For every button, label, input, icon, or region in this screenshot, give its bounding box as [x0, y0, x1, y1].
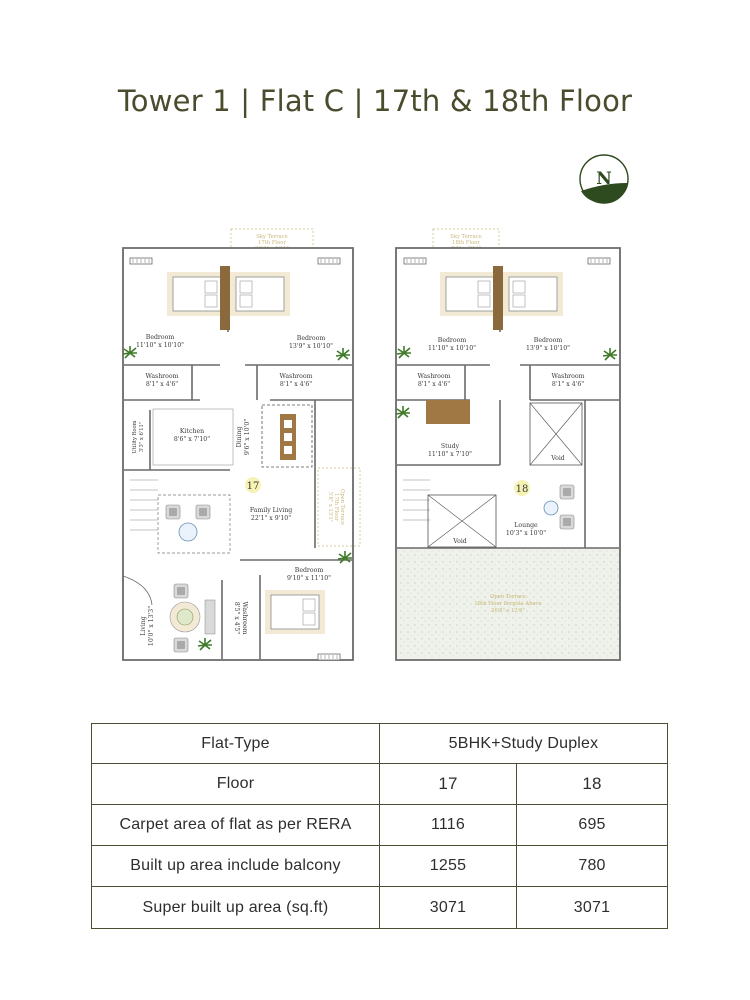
svg-text:8'1" x 4'6": 8'1" x 4'6"	[145, 381, 179, 388]
row-label: Built up area include balcony	[92, 846, 380, 887]
svg-text:17: 17	[246, 481, 260, 492]
svg-text:Bedroom: Bedroom	[437, 337, 467, 344]
floor-18-badge	[514, 480, 530, 496]
svg-text:8'1" x 4'6": 8'1" x 4'6"	[551, 381, 585, 388]
flat-type-value: 5BHK+Study Duplex	[380, 724, 668, 764]
svg-text:Dining: Dining	[236, 426, 243, 448]
floor-18-value: 18	[517, 764, 668, 805]
svg-text:10'0" x 13'3": 10'0" x 13'3"	[148, 605, 155, 647]
floor-18-value: 695	[517, 805, 668, 846]
svg-text:18: 18	[515, 484, 529, 495]
svg-text:17th Floor: 17th Floor	[333, 493, 339, 521]
svg-text:22'1" x 9'10": 22'1" x 9'10"	[250, 515, 292, 522]
floor-18-plan	[396, 229, 620, 660]
floor-17-plan	[123, 229, 360, 660]
svg-text:Study: Study	[440, 443, 460, 450]
svg-text:11'10" x 10'10": 11'10" x 10'10"	[135, 342, 185, 349]
flat-type-label: Flat-Type	[92, 724, 380, 764]
washroom-2-18-label	[552, 373, 585, 388]
svg-text:8'1" x 4'6": 8'1" x 4'6"	[279, 381, 313, 388]
svg-text:Sky Terrace: Sky Terrace	[256, 234, 288, 240]
svg-text:26'8" x 12'6": 26'8" x 12'6"	[491, 608, 525, 614]
table-row	[92, 846, 668, 887]
utility-room-17-label	[132, 420, 145, 453]
svg-text:11'10" x 7'10": 11'10" x 7'10"	[427, 451, 473, 458]
svg-text:Kitchen: Kitchen	[179, 428, 205, 435]
svg-text:8'6" x 7'10": 8'6" x 7'10"	[173, 436, 211, 443]
svg-text:18th Floor: 18th Floor	[452, 240, 480, 246]
washroom-3-17-label	[233, 602, 248, 635]
svg-text:13'9" x 10'10": 13'9" x 10'10"	[525, 345, 571, 352]
svg-text:8'5" x 4'5": 8'5" x 4'5"	[233, 601, 240, 635]
svg-text:9'6" x 10'0": 9'6" x 10'0"	[244, 418, 251, 456]
floor-17-value: 3071	[380, 887, 517, 929]
family-living-17-label	[250, 507, 292, 522]
svg-text:Washroom: Washroom	[279, 373, 313, 380]
svg-text:18th Floor Pergola Above: 18th Floor Pergola Above	[474, 601, 542, 607]
table-row	[92, 764, 668, 805]
svg-text:Bedroom: Bedroom	[296, 335, 326, 342]
svg-text:3'3" x 6'11": 3'3" x 6'11"	[139, 421, 145, 453]
open-terrace-17-label	[327, 489, 345, 525]
svg-text:Open Terrace: Open Terrace	[339, 489, 345, 525]
washroom-2-17-label	[280, 373, 313, 388]
svg-text:10'3" x 10'0": 10'3" x 10'0"	[505, 530, 547, 537]
void-top-18-label: Void	[551, 455, 565, 462]
svg-text:Washroom: Washroom	[417, 373, 451, 380]
row-label: Carpet area of flat as per RERA	[92, 805, 380, 846]
svg-text:13'9" x 10'10": 13'9" x 10'10"	[288, 343, 334, 350]
page-title: Tower 1 | Flat C | 17th & 18th Floor	[117, 84, 633, 118]
svg-text:Utility Room: Utility Room	[132, 420, 138, 454]
washroom-1-17-label	[146, 373, 179, 388]
svg-text:8'1" x 4'6": 8'1" x 4'6"	[417, 381, 451, 388]
svg-text:Open Terrace: Open Terrace	[490, 594, 526, 600]
floor-17-value: 17	[380, 764, 517, 805]
row-label: Super built up area (sq.ft)	[92, 887, 380, 929]
compass-letter: N	[596, 169, 612, 189]
table-row	[92, 805, 668, 846]
floor-17-value: 1116	[380, 805, 517, 846]
svg-text:Bedroom: Bedroom	[294, 567, 324, 574]
floor-17-badge	[245, 477, 261, 493]
svg-text:Bedroom: Bedroom	[145, 334, 175, 341]
svg-text:17th Floor: 17th Floor	[258, 240, 286, 246]
svg-text:Washroom: Washroom	[551, 373, 585, 380]
svg-text:9'10" x 11'10": 9'10" x 11'10"	[286, 575, 332, 582]
svg-text:Washroom: Washroom	[241, 601, 248, 635]
floor-17-value: 1255	[380, 846, 517, 887]
floor-18-value: 780	[517, 846, 668, 887]
area-specs-table	[91, 723, 668, 929]
svg-text:Lounge: Lounge	[514, 522, 538, 529]
svg-text:5'8" x 13'1": 5'8" x 13'1"	[327, 491, 333, 523]
svg-text:Living: Living	[140, 616, 147, 636]
svg-text:Family Living: Family Living	[249, 507, 293, 514]
svg-text:Bedroom: Bedroom	[533, 337, 563, 344]
table-row	[92, 887, 668, 929]
void-bottom-18-label: Void	[453, 538, 467, 545]
table-row	[92, 724, 668, 764]
svg-text:Sky Terrace: Sky Terrace	[450, 234, 482, 240]
svg-text:11'10" x 10'10": 11'10" x 10'10"	[427, 345, 477, 352]
row-label: Floor	[92, 764, 380, 805]
svg-text:Washroom: Washroom	[145, 373, 179, 380]
washroom-1-18-label	[418, 373, 451, 388]
floor-18-value: 3071	[517, 887, 668, 929]
